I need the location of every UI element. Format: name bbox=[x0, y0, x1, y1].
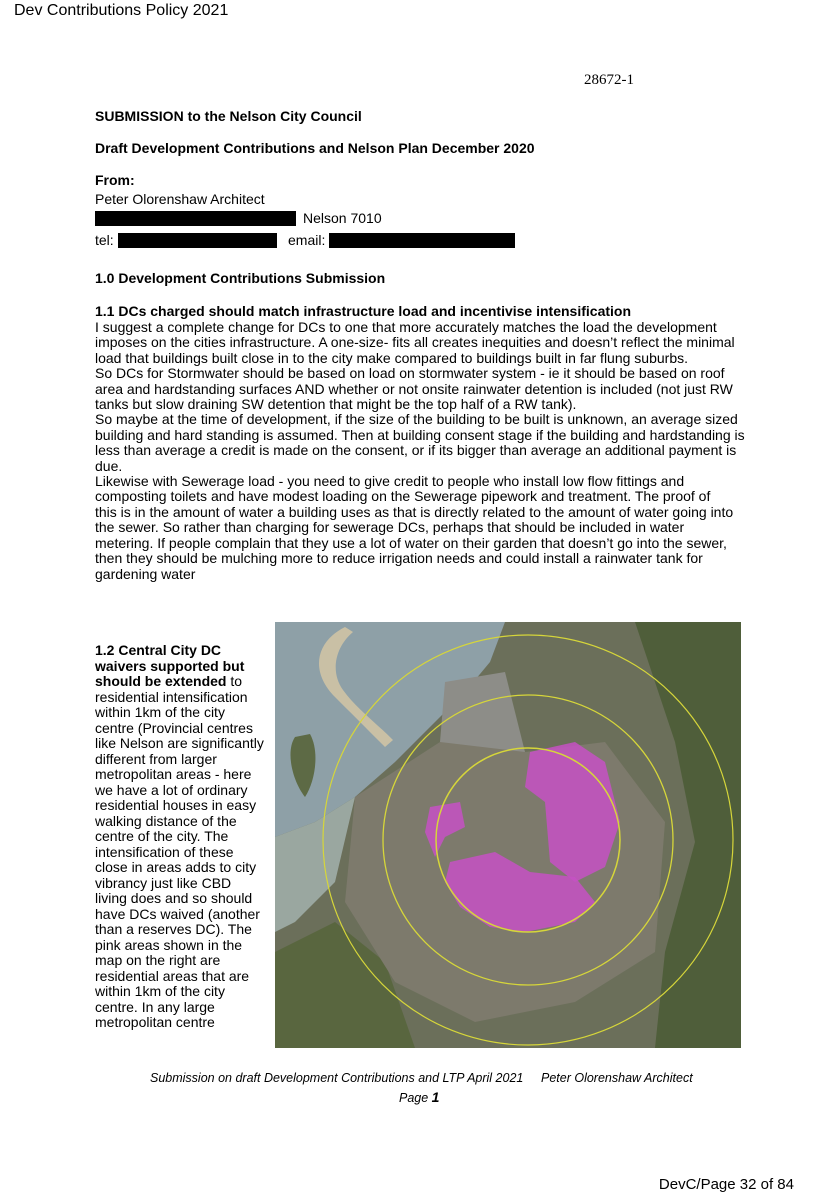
redacted-address bbox=[95, 211, 296, 226]
tel-label: tel: bbox=[95, 232, 114, 248]
paragraph: So DCs for Stormwater should be based on load on stormwater system - ie it should be based on roof area and hardstanding surfaces AND whether or not onsite rainwater detention is included (not just RW tanks but slow draining SW detention that might be the top half of a RW tank). bbox=[95, 365, 733, 413]
email-label: email: bbox=[288, 232, 326, 248]
page-number: 1 bbox=[431, 1089, 440, 1105]
paragraph: I suggest a complete change for DCs to one that more accurately matches the load the development imposes on the cities infrastructure. A one-size- fits all creates inequities and doesn’t reflect the minimal load that buildings built close in to the city make compared to buildings built in far flung suburbs. bbox=[95, 319, 735, 366]
section-1-2-body: to residential intensification within 1km of the city centre (Provincial centres like Nelson are significantly different from larger metropolitan areas - here we have a lot of ordinary residential houses in easy walking distance of the centre of the city. The intensification of these close in areas adds to city vibrancy just like CBD living does and so should have DCs waived (another than a reserves DC). The pink areas shown in the map on the right are residential areas that are within 1km of the city centre. In any large metropolitan centre bbox=[95, 673, 264, 1030]
from-label: From: bbox=[95, 172, 135, 188]
document-number: 28672-1 bbox=[584, 72, 634, 88]
page-label: Page bbox=[399, 1091, 432, 1105]
address-suffix: Nelson 7010 bbox=[303, 210, 382, 226]
submission-title: SUBMISSION to the Nelson City Council bbox=[95, 108, 362, 124]
aerial-map-image bbox=[275, 622, 741, 1048]
paragraph: So maybe at the time of development, if the size of the building to be built is unknown, an average sized building and hard standing is assumed. Then at building consent stage if the building and hardstanding is less than average a credit is made on the consent, or if its bigger than average an additional payment is due. bbox=[95, 411, 745, 474]
paragraph: Likewise with Sewerage load - you need to give credit to people who install low flow fittings and composting toilets and have modest loading on the Sewerage pipework and treatment. The proof of this is in the amount of water a building uses as that is directly related to the amount of water going into the sewer. So rather than charging for sewerage DCs, perhaps that should be included in water metering. If people complain that they use a lot of water on their garden that doesn’t go into the sewer, then they should be mulching more to reduce irrigation needs and could install a rainwater tank for gardening water bbox=[95, 473, 734, 582]
page-counter: DevC/Page 32 of 84 bbox=[658, 1176, 794, 1193]
redacted-email bbox=[329, 233, 515, 248]
section-1-2-text bbox=[95, 643, 265, 1031]
document-header: Dev Contributions Policy 2021 bbox=[14, 2, 229, 19]
section-1-1-body bbox=[95, 320, 745, 582]
section-1-0-heading: 1.0 Development Contributions Submission bbox=[95, 270, 386, 286]
footer-left: Submission on draft Development Contributions and LTP April 2021 bbox=[150, 1071, 524, 1085]
page-indicator bbox=[399, 1089, 439, 1105]
section-1-2-heading: 1.2 Central City DC waivers supported but should be extended bbox=[95, 642, 245, 689]
section-1-1-heading: 1.1 DCs charged should match infrastructure load and incentivise intensification bbox=[95, 303, 632, 319]
redacted-phone bbox=[118, 233, 277, 248]
author-name: Peter Olorenshaw Architect bbox=[95, 191, 265, 207]
submission-subtitle: Draft Development Contributions and Nelson Plan December 2020 bbox=[95, 140, 535, 156]
footer-right: Peter Olorenshaw Architect bbox=[541, 1071, 693, 1085]
